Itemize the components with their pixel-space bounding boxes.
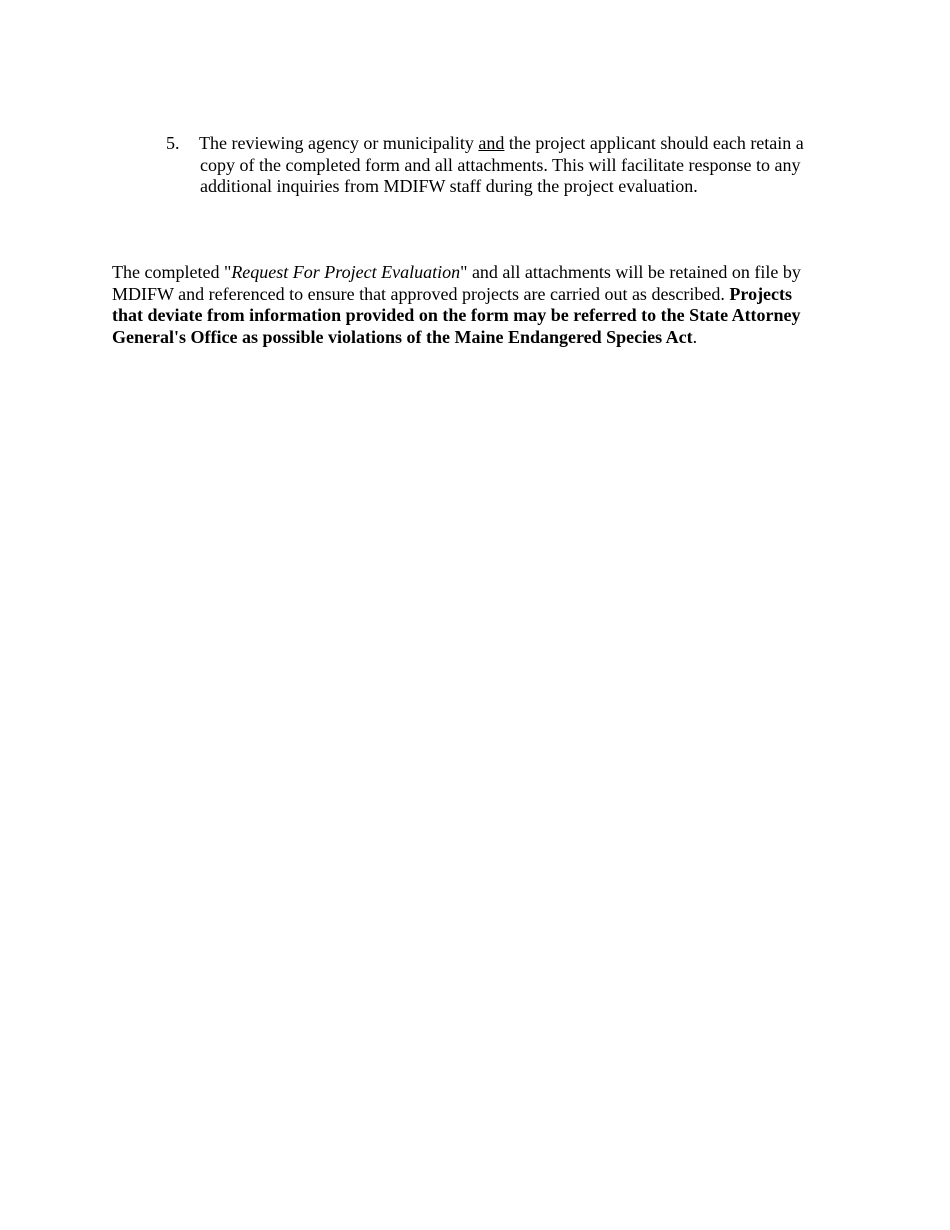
closing-line-3: that deviate from information provided on the form may be referred to the State Attorney [112,305,801,325]
list-item-line-1: The reviewing agency or municipality and the project applicant should each retain a [199,133,804,153]
form-title-italic: Request For Project Evaluation [231,262,461,282]
warning-bold-end: General's Office as possible violations of the Maine Endangered Species Act [112,326,693,347]
closing-line-2: MDIFW and referenced to ensure that approved projects are carried out as described. Projects [112,283,793,304]
list-item-number: 5. [166,133,180,153]
closing-line-4: General's Office as possible violations of the Maine Endangered Species Act. [112,326,698,347]
closing-paragraph [112,262,842,348]
underlined-and: and [478,133,505,153]
list-item-text [200,133,838,198]
warning-bold-start: Projects [729,283,793,304]
list-item-line-3: additional inquiries from MDIFW staff during the project evaluation. [200,176,698,196]
list-item-5 [166,133,838,198]
closing-line-1: The completed "Request For Project Evaluation" and all attachments will be retained on file by [112,262,801,282]
list-item-line-2: copy of the completed form and all attachments. This will facilitate response to any [200,154,801,175]
